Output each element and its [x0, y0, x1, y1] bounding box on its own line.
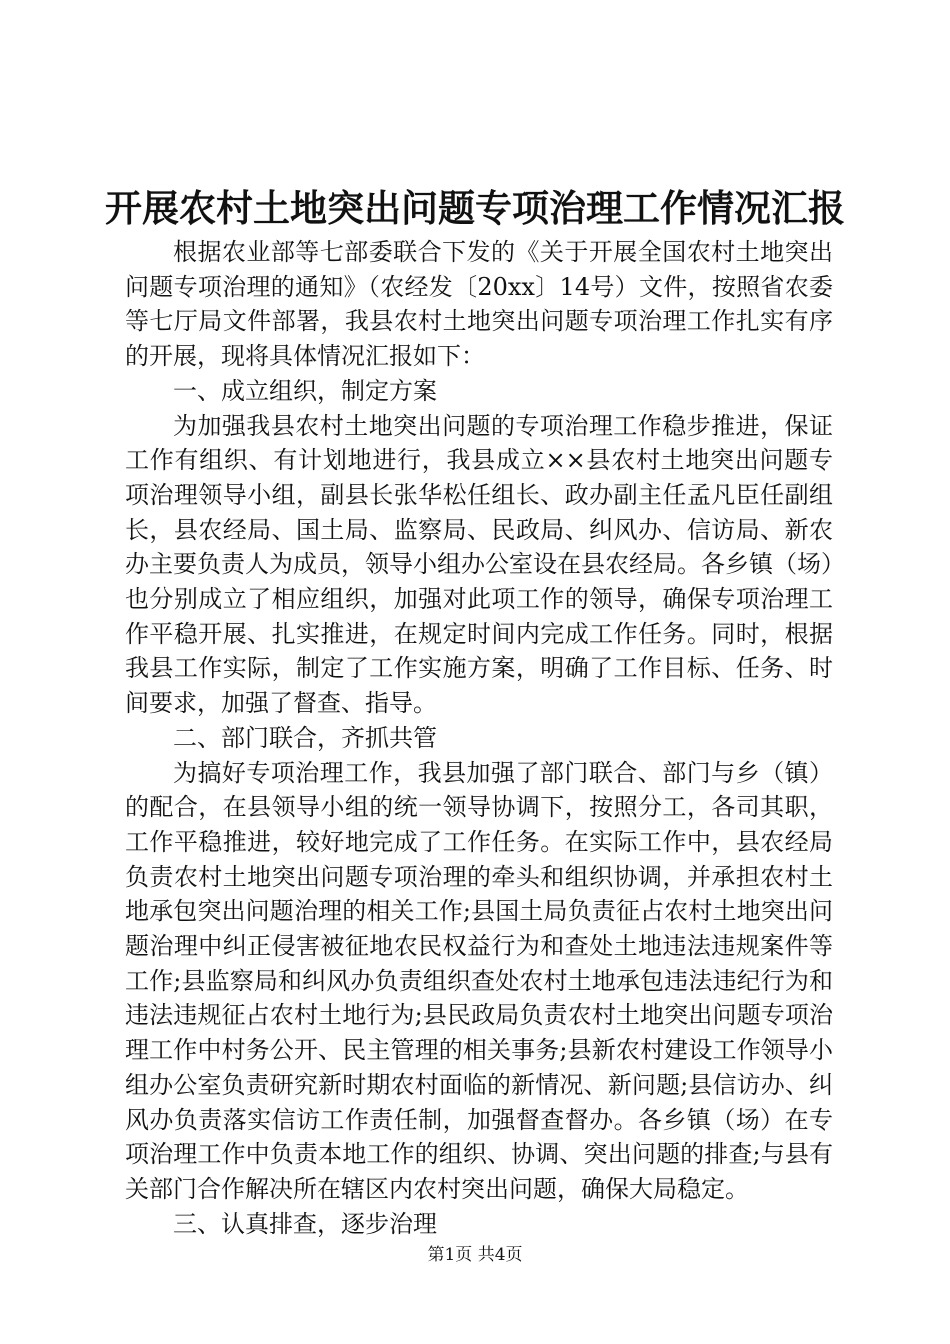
page-footer: 第1页 共4页	[427, 1245, 523, 1265]
section-2-paragraph: 为搞好专项治理工作，我县加强了部门联合、部门与乡（镇）的配合，在县领导小组的统一领导协调下，按照分工，各司其职，工作平稳推进，较好地完成了工作任务。在实际工作中，县农经局负责农村土地突出问题专项治理的牵头和组织协调，并承担农村土地承包突出问题治理的相关工作;县国土局负责征占农村土地突出问题治理中纠正侵害被征地农民权益行为和查处土地违法违规案件等工作;县监察局和纠风办负责组织查处农村土地承包违法违纪行为和违法违规征占农村土地行为;县民政局负责农村土地突出问题专项治理工作中村务公开、民主管理的相关事务;县新农村建设工作领导小组办公室负责研究新时期农村面临的新情况、新问题;县信访办、纠风办负责落实信访工作责任制，加强督查督办。各乡镇（场）在专项治理工作中负责本地工作的组织、协调、突出问题的排查;与县有关部门合作解决所在辖区内农村突出问题，确保大局稳定。	[125, 758, 833, 1203]
section-1-paragraph: 为加强我县农村土地突出问题的专项治理工作稳步推进，保证工作有组织、有计划地进行，我县成立××县农村土地突出问题专项治理领导小组，副县长张华松任组长、政办副主任孟凡臣任副组长，县农经局、国土局、监察局、民政局、纠风办、信访局、新农办主要负责人为成员，领导小组办公室设在县农经局。各乡镇（场）也分别成立了相应组织，加强对此项工作的领导，确保专项治理工作平稳开展、扎实推进，在规定时间内完成工作任务。同时，根据我县工作实际，制定了工作实施方案，明确了工作目标、任务、时间要求，加强了督查、指导。	[125, 411, 833, 718]
section-heading-3: 三、认真排查，逐步治理	[173, 1209, 437, 1238]
section-heading-2: 二、部门联合，齐抓共管	[173, 723, 437, 752]
document-title: 开展农村土地突出问题专项治理工作情况汇报	[105, 186, 845, 230]
section-heading-1: 一、成立组织，制定方案	[173, 376, 437, 405]
document-body	[125, 235, 833, 1241]
intro-paragraph: 根据农业部等七部委联合下发的《关于开展全国农村土地突出问题专项治理的通知》（农经发〔20xx〕14号）文件，按照省农委等七厅局文件部署，我县农村土地突出问题专项治理工作扎实有序的开展，现将具体情况汇报如下：	[125, 238, 833, 371]
